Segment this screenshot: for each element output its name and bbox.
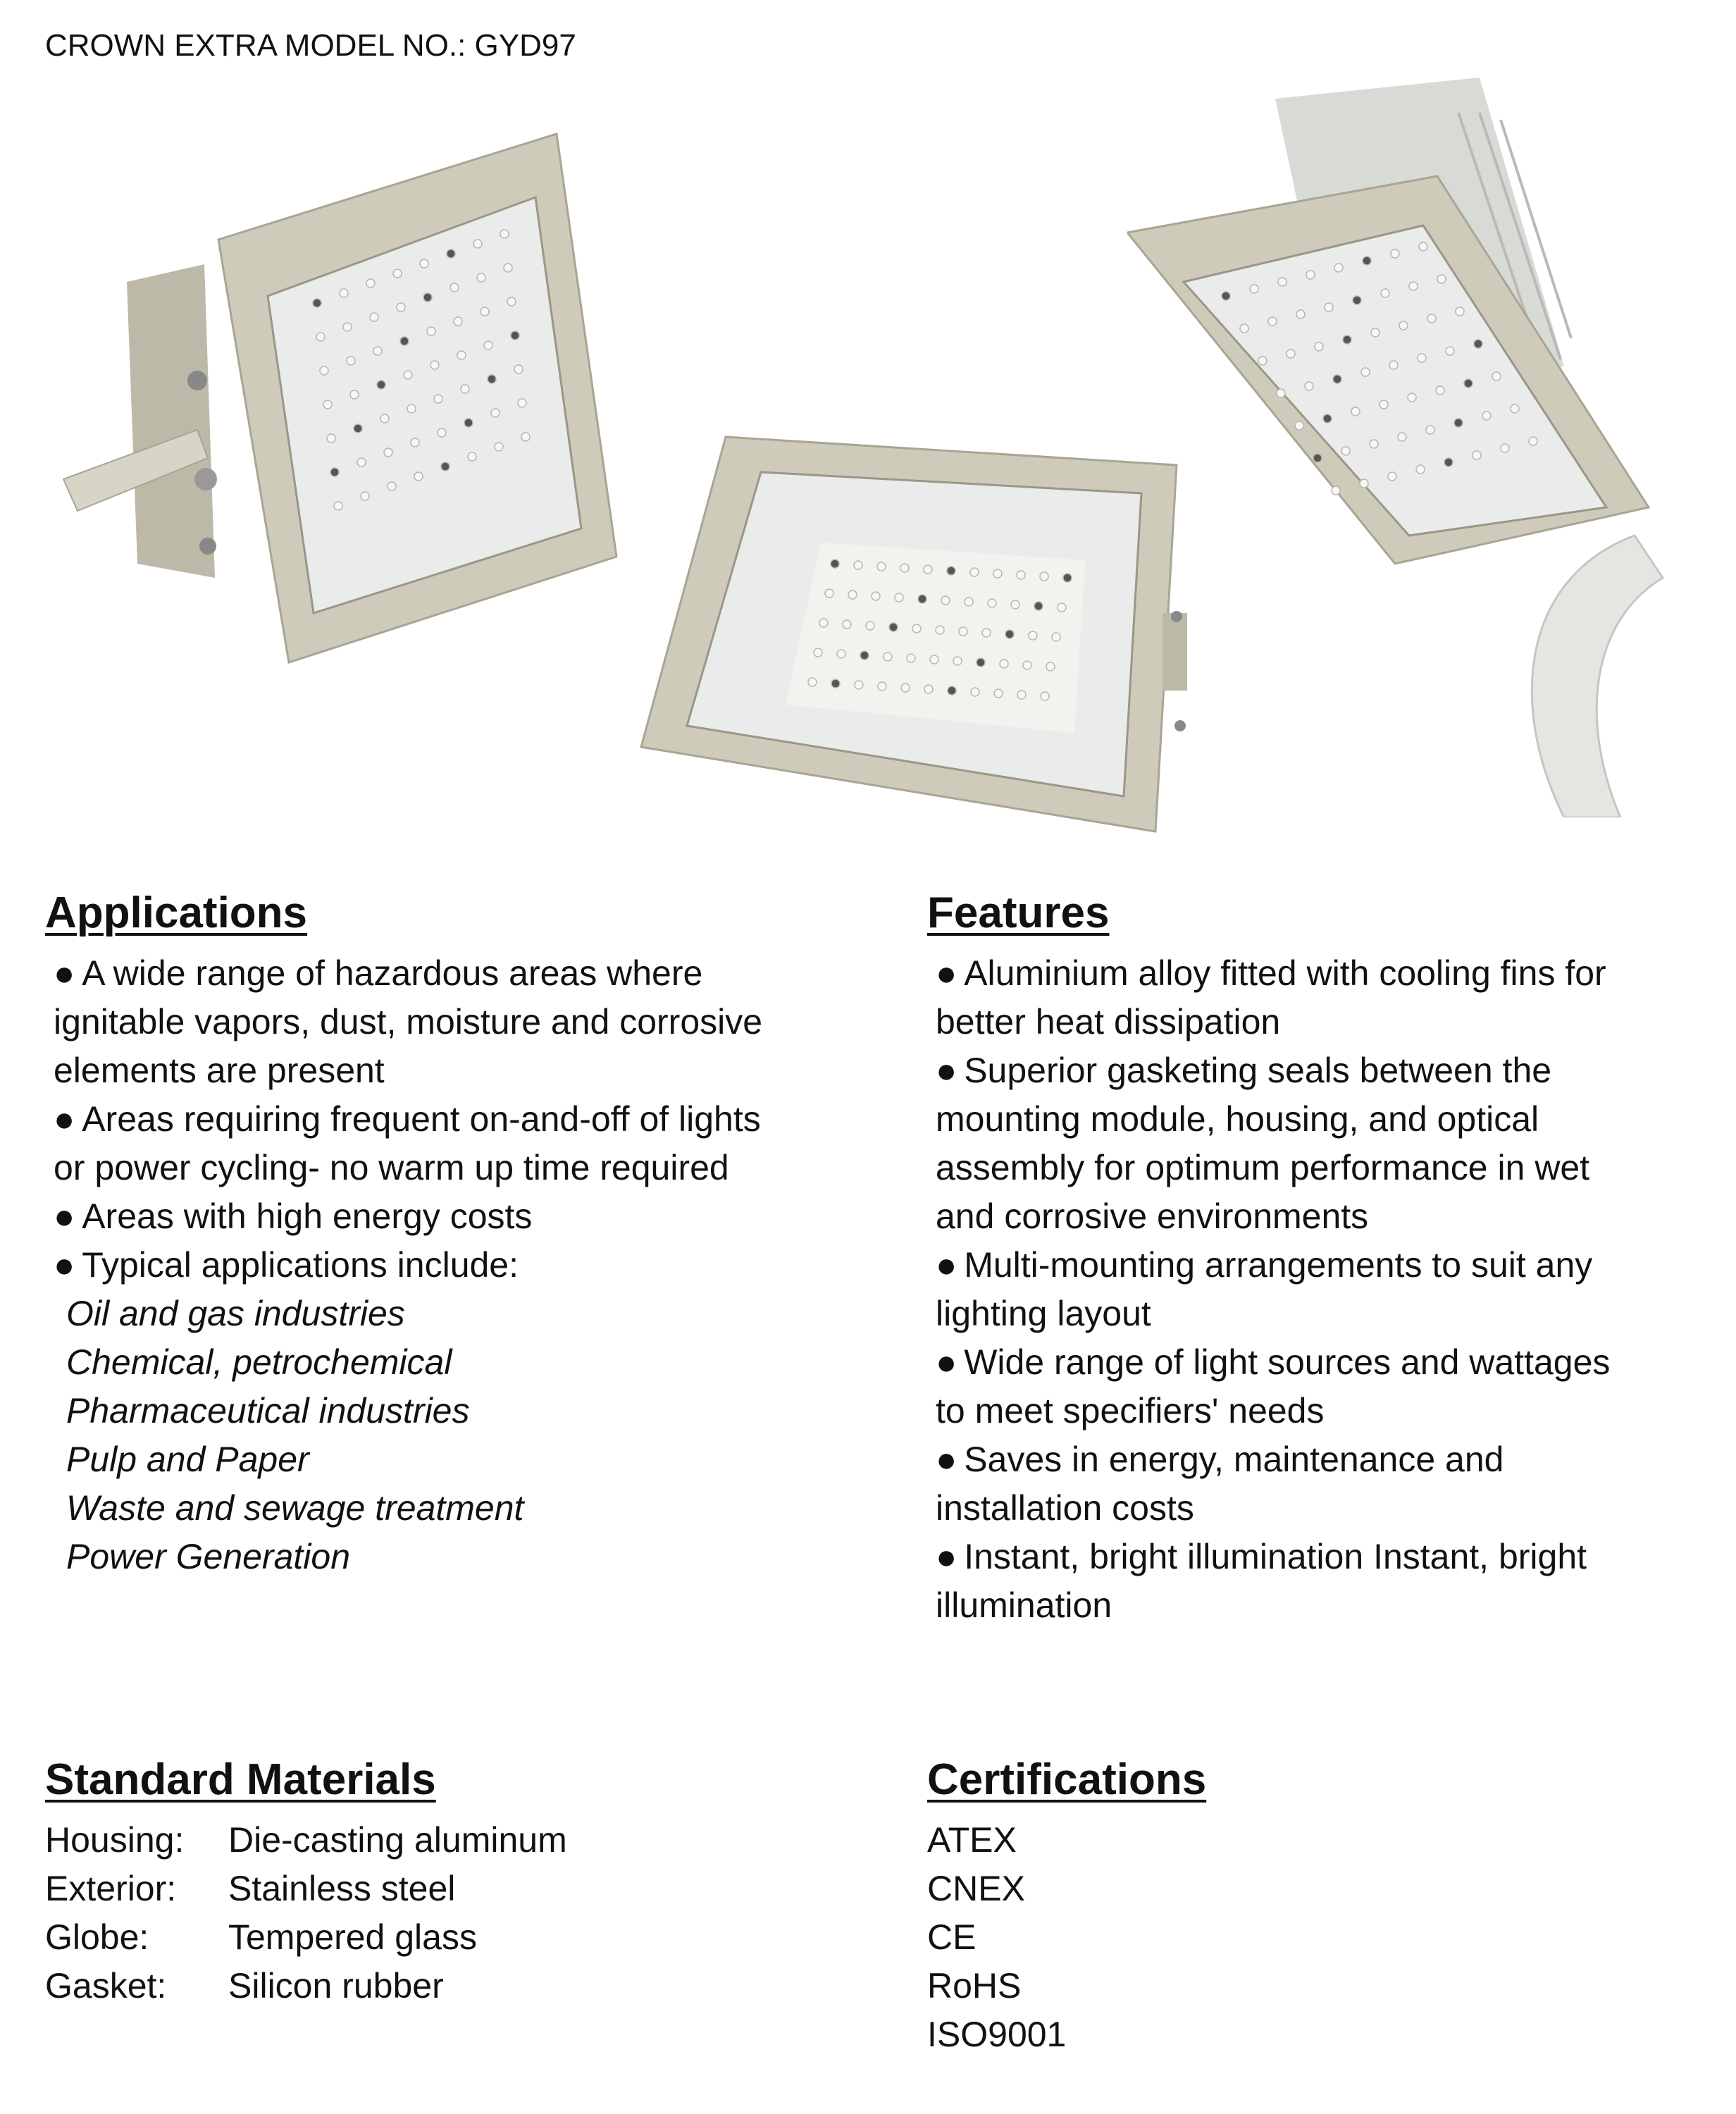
certifications-list (927, 1816, 1491, 2059)
bullet-icon: ● (54, 1099, 75, 1139)
feature-line: lighting layout (936, 1294, 1151, 1333)
feature-line: better heat dissipation (936, 1002, 1281, 1041)
material-row (45, 1865, 820, 1913)
bullet-icon: ● (54, 1197, 75, 1236)
material-value: Stainless steel (228, 1869, 456, 1908)
feature-item (936, 1338, 1716, 1435)
typical-application: Waste and sewage treatment (66, 1488, 524, 1528)
bullet-icon: ● (936, 1440, 957, 1479)
bullet-icon: ● (936, 1245, 957, 1285)
bullet-icon: ● (54, 1245, 75, 1285)
materials-heading: Standard Materials (45, 1755, 436, 1804)
bullet-icon: ● (936, 1342, 957, 1382)
feature-item (936, 1241, 1716, 1338)
bullet-icon: ● (936, 953, 957, 993)
application-line: or power cycling- no warm up time required (54, 1148, 729, 1187)
feature-line: Saves in energy, maintenance and (964, 1440, 1504, 1479)
applications-section (45, 888, 876, 1581)
bullet-icon: ● (936, 1051, 957, 1090)
feature-item (936, 1435, 1716, 1533)
applications-heading: Applications (45, 889, 308, 937)
material-label: Gasket: (45, 1966, 167, 2005)
bullet-icon: ● (54, 953, 75, 993)
application-line: Areas requiring frequent on-and-off of lights (82, 1099, 761, 1139)
application-line: A wide range of hazardous areas where (82, 953, 703, 993)
application-item (54, 949, 876, 1095)
material-label: Globe: (45, 1917, 149, 1957)
application-line: Areas with high energy costs (82, 1197, 533, 1236)
features-section (927, 888, 1716, 1630)
feature-line: Wide range of light sources and wattages (964, 1342, 1611, 1382)
material-label: Exterior: (45, 1869, 177, 1908)
material-row (45, 1913, 820, 1962)
typical-application: Power Generation (66, 1537, 351, 1576)
certification-item: ATEX (927, 1820, 1017, 1860)
application-item (54, 1095, 876, 1192)
application-item (54, 1192, 876, 1241)
application-line: Typical applications include: (82, 1245, 519, 1285)
product-photo-front (634, 430, 1198, 839)
model-number-title: CROWN EXTRA MODEL NO.: GYD97 (45, 28, 576, 63)
feature-item (936, 949, 1716, 1046)
material-value: Silicon rubber (228, 1966, 444, 2005)
application-item (54, 1241, 876, 1290)
feature-line: installation costs (936, 1488, 1194, 1528)
feature-item (936, 1046, 1716, 1241)
certification-item: CE (927, 1917, 976, 1957)
feature-line: Multi-mounting arrangements to suit any (964, 1245, 1593, 1285)
material-value: Die-casting aluminum (228, 1820, 567, 1860)
features-list (936, 949, 1716, 1630)
application-line: elements are present (54, 1051, 385, 1090)
certifications-section (927, 1755, 1491, 2059)
typical-application: Oil and gas industries (66, 1294, 405, 1333)
typical-application: Pulp and Paper (66, 1440, 309, 1479)
material-value: Tempered glass (228, 1917, 477, 1957)
applications-list (54, 949, 876, 1290)
typical-applications-list (45, 1290, 876, 1581)
feature-line: illumination (936, 1586, 1112, 1625)
product-photo-bracket-mount (56, 127, 627, 676)
material-label: Housing: (45, 1820, 185, 1860)
feature-line: assembly for optimum performance in wet (936, 1148, 1590, 1187)
certifications-heading: Certifications (927, 1755, 1207, 1804)
feature-line: to meet specifiers' needs (936, 1391, 1325, 1430)
certification-item: RoHS (927, 1966, 1022, 2005)
material-row (45, 1962, 820, 2010)
bullet-icon: ● (936, 1537, 957, 1576)
features-heading: Features (927, 889, 1110, 937)
feature-line: and corrosive environments (936, 1197, 1369, 1236)
feature-line: mounting module, housing, and optical (936, 1099, 1539, 1139)
materials-table (45, 1816, 820, 2010)
materials-section (45, 1755, 820, 2010)
feature-line: Aluminium alloy fitted with cooling fins for (964, 953, 1606, 993)
typical-application: Pharmaceutical industries (66, 1391, 470, 1430)
feature-line: Superior gasketing seals between the (964, 1051, 1552, 1090)
product-photo-pole-mount (1127, 70, 1691, 817)
feature-item (936, 1533, 1716, 1630)
certification-item: ISO9001 (927, 2015, 1067, 2054)
application-line: ignitable vapors, dust, moisture and corrosive (54, 1002, 763, 1041)
feature-line: Instant, bright illumination Instant, bright (964, 1537, 1587, 1576)
material-row (45, 1816, 820, 1865)
typical-application: Chemical, petrochemical (66, 1342, 452, 1382)
certification-item: CNEX (927, 1869, 1025, 1908)
